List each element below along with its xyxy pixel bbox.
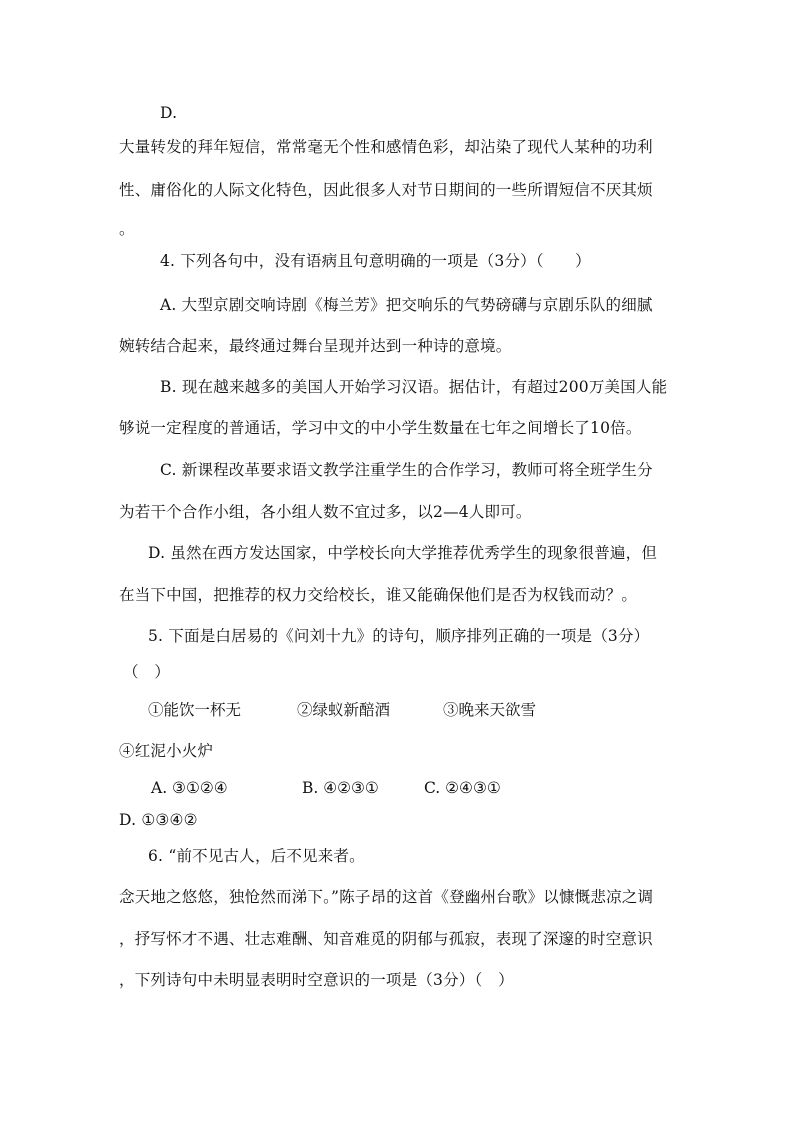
text-line: 。	[119, 220, 135, 238]
text-line: ，下列诗句中未明显表明时空意识的一项是（3分）（ ）	[119, 971, 514, 989]
question-4-stem: 4. 下列各句中，没有语病且句意明确的一项是（3分）（ ）	[160, 252, 591, 270]
question-4-option-b: B. 现在越来越多的美国人开始学习汉语。据估计，有超过200万美国人能	[160, 378, 668, 396]
poem-line-2: ②绿蚁新醅酒	[297, 701, 391, 719]
text-line: 为若干个合作小组，各小组人数不宜过多，以2—4人即可。	[119, 503, 532, 521]
poem-line-1: ①能饮一杯无	[148, 701, 242, 719]
text-line: 大量转发的拜年短信，常常毫无个性和感情色彩，却沾染了现代人某种的功利	[119, 138, 653, 156]
poem-line-3: ③晚来天欲雪	[443, 701, 537, 719]
text-line: 在当下中国，把推荐的权力交给校长，谁又能确保他们是否为权钱而动？。	[119, 586, 638, 604]
answer-parentheses: （ ）	[123, 663, 171, 681]
option-d-label: D.	[160, 104, 178, 122]
text-line: ，抒写怀才不遇、壮志难酬、知音难觅的阴郁与孤寂，表现了深邃的时空意识	[119, 930, 653, 948]
question-5-option-a: A. ③①②④	[151, 779, 228, 797]
question-4-option-c: C. 新课程改革要求语文教学注重学生的合作学习，教师可将全班学生分	[160, 461, 653, 479]
question-4-option-a: A. 大型京剧交响诗剧《梅兰芳》把交响乐的气势磅礴与京剧乐队的细腻	[160, 296, 653, 314]
question-6-stem: 6. “前不见古人，后不见来者。	[148, 847, 365, 865]
question-5-option-d: D. ①③④②	[119, 811, 198, 829]
question-4-option-d: D. 虽然在西方发达国家，中学校长向大学推荐优秀学生的现象很普遍，但	[148, 544, 658, 562]
text-line: 够说一定程度的普通话，学习中文的中小学生数量在七年之间增长了10倍。	[119, 419, 642, 437]
question-5-option-c: C. ②④③①	[424, 779, 501, 797]
text-line: 念天地之悠悠，独怆然而涕下。”陈子昂的这首《登幽州台歌》以慷慨悲凉之调	[119, 888, 654, 906]
text-line: 性、庸俗化的人际文化特色，因此很多人对节日期间的一些所谓短信不厌其烦	[119, 181, 653, 199]
text-line: 婉转结合起来，最终通过舞台呈现并达到一种诗的意境。	[119, 337, 512, 355]
question-5-stem: 5. 下面是白居易的《问刘十九》的诗句，顺序排列正确的一项是（3分）	[148, 627, 650, 645]
poem-line-4: ④红泥小火炉	[119, 742, 214, 760]
question-5-option-b: B. ④②③①	[302, 779, 379, 797]
